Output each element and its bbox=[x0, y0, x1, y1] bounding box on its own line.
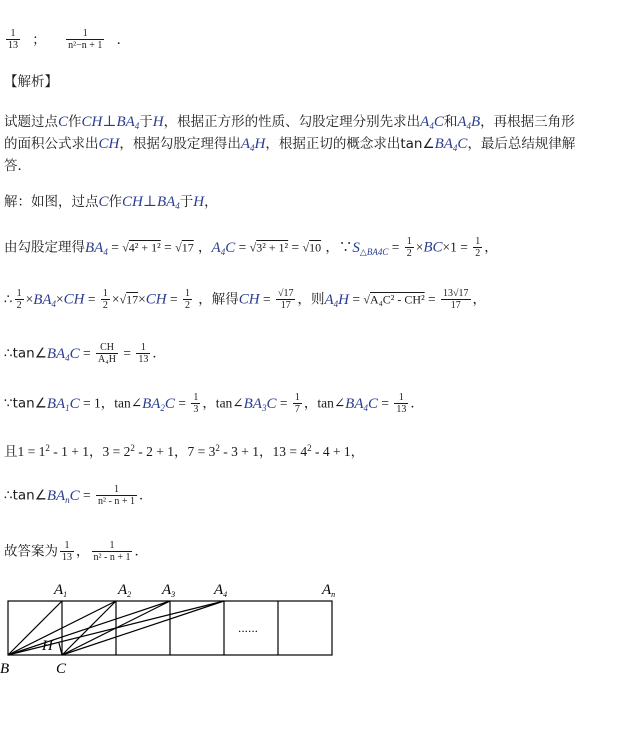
solution-line-5: $\because\tan\angle BA_1C = 1$，$\tan\angle BA_2C$ = $\frac{1}{3}$ ，$\tan\angle BA_3C$ = $\frac{1}{7}$ ，$\tan\angle BA_4C$ = $\frac{1}{13}$ ． bbox=[4, 392, 424, 415]
solution-line-7: $\therefore\tan\angle BA_nC$ = $\frac{1}{\text{n² - n + 1}}$ ． bbox=[4, 484, 153, 507]
segment-BA1 bbox=[8, 601, 62, 655]
figure-lines bbox=[8, 601, 332, 655]
section-title: 【解析】 bbox=[4, 74, 58, 90]
analysis-line-1: 试题过点C作$CH\perp BA_4$于H，根据正方形的性质、勾股定理分别先求出$A_4C$和$A_4B$，再根据三角形 bbox=[4, 114, 575, 131]
analysis-line-2: 的面积公式求出CH，根据勾股定理得出$A_4H$，根据正切的概念求出$\tan\angle BA_4C$，最后总结规律解 bbox=[4, 136, 576, 153]
solution-line-4: $\therefore\tan\angle BA_4C$ = $\frac{CH}{\text{A₄H}}$ = $\frac{1}{13}$ ． bbox=[4, 342, 166, 365]
geometry-figure bbox=[0, 580, 360, 690]
label-C: C bbox=[56, 661, 67, 677]
solution-line-6: 且$1 = 1^2 - 1 + 1$，$3 = 2^2 - 2 + 1$，$7 = 3^2 - 3 + 1$，$13 = 4^2 - 4 + 1$， bbox=[4, 443, 365, 460]
analysis-line-3: 答． bbox=[4, 158, 31, 174]
solution-line-2: 由勾股定理得$BA_4 = √4^2 + 1^2 = √17$ ，$A_4C = √3^2 + 1^2 = √10$ ，$\because S_{\triangle BA4C}$ = $\frac{1}{2}$ ×BC×1 = $\frac{1}{2}$ ， bbox=[4, 236, 498, 259]
segment-CA2 bbox=[62, 601, 116, 655]
dots-ellipsis: ...... bbox=[238, 621, 259, 635]
answer-fraction-2: $\frac{1}{\text{n²−n + 1}}$ bbox=[68, 28, 103, 51]
solution-line-3: ∴ $\frac{1}{2}$ $\times BA_4\times CH$ = $\frac{1}{2}$ ×√17×CH = $\frac{1}{2}$ ，解得CH = $\frac{√17}{17}$ ，则$A_4H = √A_4C^2 - CH^2$ = $\frac{13√17}{17}$ ， bbox=[4, 288, 487, 311]
label-An: $A_n$ bbox=[322, 582, 336, 599]
answer-separator: ； bbox=[32, 31, 46, 48]
label-B: B bbox=[0, 661, 10, 677]
label-A4: $A_4$ bbox=[214, 582, 228, 599]
label-A3: $A_3$ bbox=[162, 582, 176, 599]
solution-line-1: 解：如图，过点C作$CH\perp BA_4$于H， bbox=[4, 194, 218, 211]
label-H: H bbox=[42, 638, 53, 654]
answer-line bbox=[4, 28, 130, 51]
label-A2: $A_2$ bbox=[118, 582, 132, 599]
label-A1: $A_1$ bbox=[54, 582, 68, 599]
solution-line-8: 故答案为 $\frac{1}{13}$ ， $\frac{1}{\text{n² - n + 1}}$ ． bbox=[4, 540, 148, 563]
segment-CA4 bbox=[62, 601, 224, 655]
answer-end: ． bbox=[116, 31, 131, 48]
answer-fraction-1: $\frac{1}{13}$ bbox=[8, 28, 18, 51]
